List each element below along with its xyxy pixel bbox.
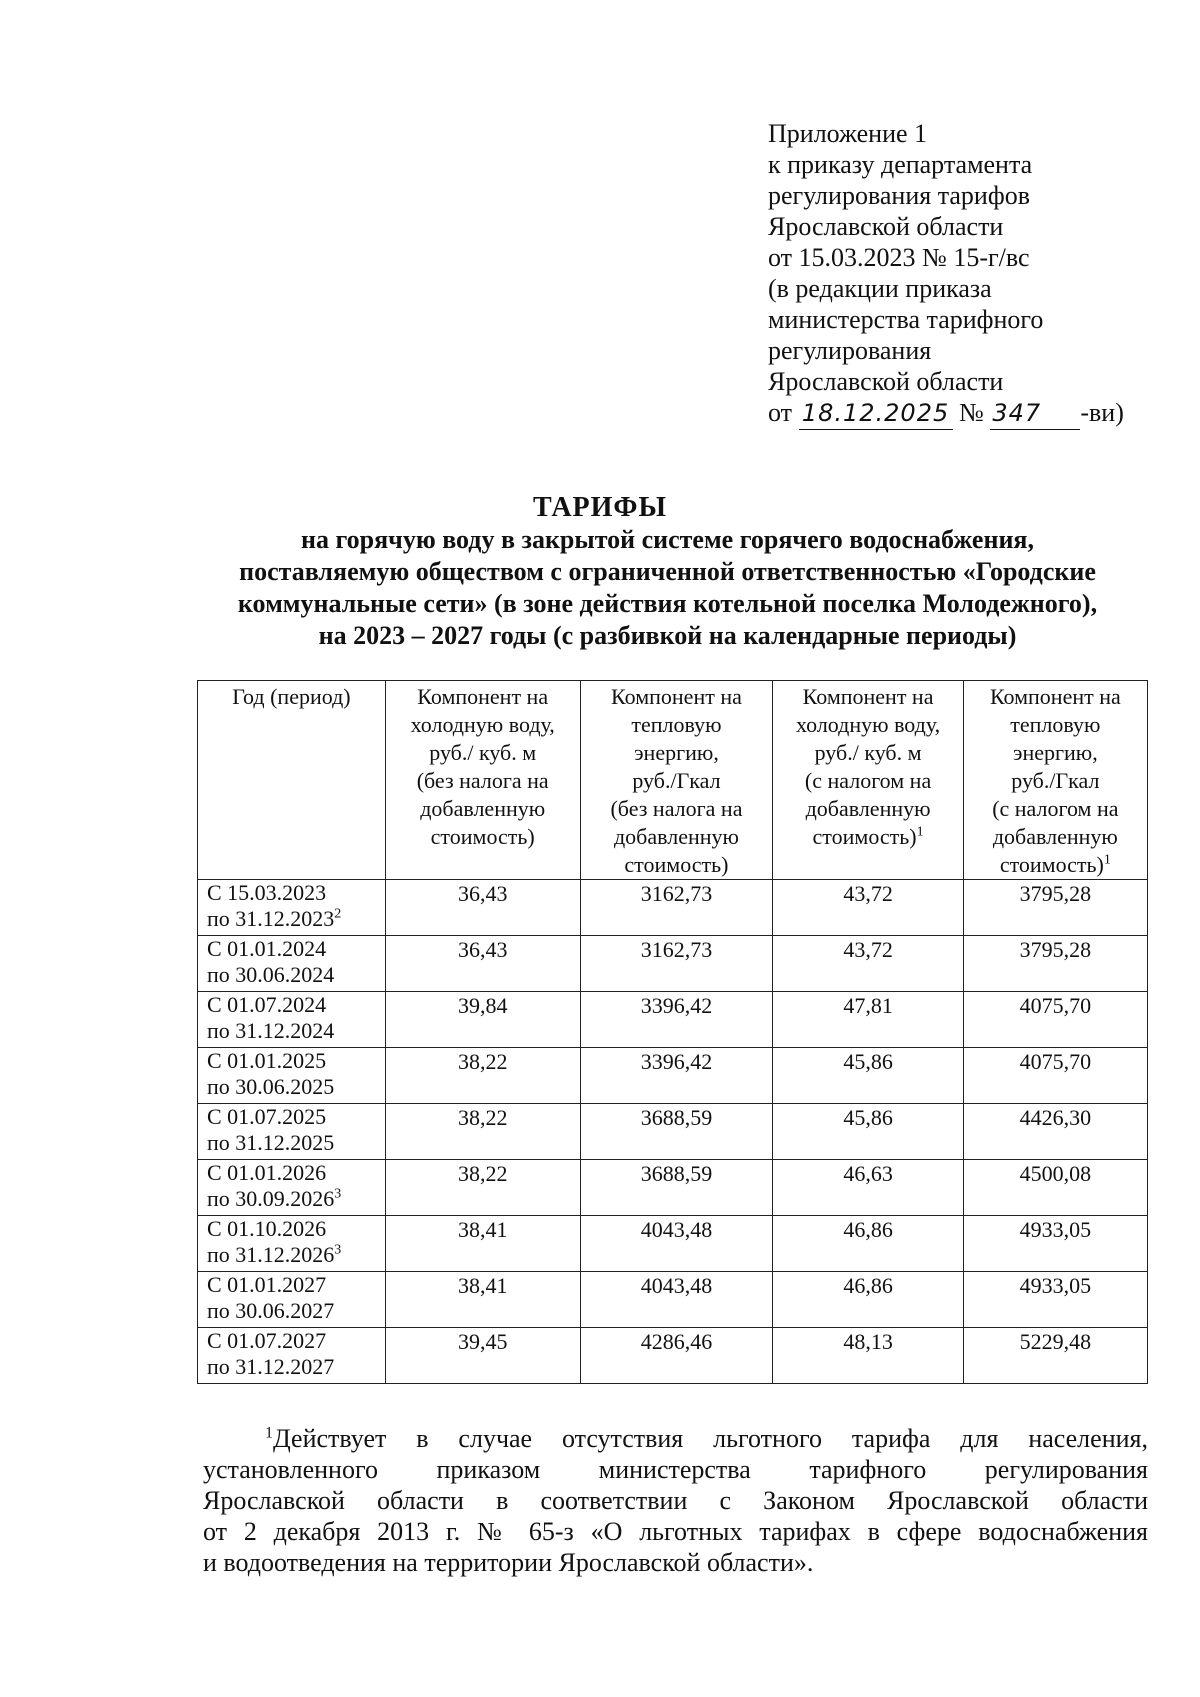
period-from: С 01.07.2024 bbox=[207, 992, 327, 1017]
period-cell bbox=[198, 1048, 386, 1104]
column-header-line: Год (период) bbox=[232, 684, 351, 709]
column-header bbox=[385, 681, 580, 880]
table-row bbox=[198, 1048, 1148, 1104]
footnote-ref: 3 bbox=[334, 1242, 342, 1258]
period-cell bbox=[198, 1328, 386, 1384]
column-header-line: руб./Гкал bbox=[632, 768, 721, 793]
value-cell-cold-vat: 47,81 bbox=[773, 992, 963, 1048]
value-cell-heat-vat: 5229,48 bbox=[963, 1328, 1147, 1384]
column-header-line: энергию, bbox=[1013, 740, 1098, 765]
footnote-ref: 1 bbox=[916, 824, 924, 840]
value-cell-heat-vat: 3795,28 bbox=[963, 936, 1147, 992]
annex-from-prefix: от bbox=[768, 398, 793, 427]
handwritten-number: 347 bbox=[990, 398, 1080, 430]
period-cell bbox=[198, 1272, 386, 1328]
footnote-line: $^1$Действует в случае отсутствия льготного тарифа для населения, bbox=[265, 1424, 1148, 1453]
column-header-line: холодную воду, bbox=[795, 712, 941, 737]
period-from: С 01.01.2024 bbox=[207, 936, 327, 961]
value-cell-heat: 3688,59 bbox=[580, 1104, 773, 1160]
value-cell-heat-vat: 4075,70 bbox=[963, 1048, 1147, 1104]
column-header-line: Компонент на bbox=[417, 684, 549, 709]
table-row bbox=[198, 1328, 1148, 1384]
document-title: ТАРИФЫ bbox=[533, 492, 667, 523]
value-cell-heat-vat: 4500,08 bbox=[963, 1160, 1147, 1216]
value-cell-cold-vat: 45,86 bbox=[773, 1048, 963, 1104]
footnote-ref: 2 bbox=[334, 906, 342, 922]
period-from: С 15.03.2023 bbox=[207, 880, 327, 905]
value-cell-heat-vat: 3795,28 bbox=[963, 880, 1147, 936]
column-header-line: энергию, bbox=[634, 740, 719, 765]
column-header-line: Компонент на bbox=[989, 684, 1121, 709]
annex-line: Ярославской области bbox=[768, 212, 1004, 241]
column-header-line: добавленную bbox=[613, 824, 739, 849]
subtitle-line: коммунальные сети» (в зоне действия котельной поселка Молодежного), bbox=[237, 589, 1098, 618]
value-cell-cold: 38,22 bbox=[385, 1104, 580, 1160]
table-header-row bbox=[198, 681, 1148, 880]
annex-line: регулирования тарифов bbox=[768, 181, 1030, 210]
period-to: по 31.12.2025 bbox=[207, 1130, 335, 1155]
value-cell-cold: 36,43 bbox=[385, 880, 580, 936]
footnote bbox=[203, 1423, 1148, 1578]
period-cell bbox=[198, 1216, 386, 1272]
subtitle-line: поставляемую обществом с ограниченной ответственностью «Городские bbox=[239, 557, 1096, 586]
value-cell-heat: 3162,73 bbox=[580, 880, 773, 936]
column-header-line: руб./Гкал bbox=[1011, 768, 1100, 793]
column-header-line: (без налога на bbox=[610, 796, 743, 821]
subtitle-line: на 2023 – 2027 годы (с разбивкой на календарные периоды) bbox=[318, 621, 1017, 650]
period-cell bbox=[198, 1160, 386, 1216]
footnote-ref: 1 bbox=[1103, 852, 1111, 868]
column-header bbox=[773, 681, 963, 880]
table-row bbox=[198, 992, 1148, 1048]
value-cell-heat-vat: 4933,05 bbox=[963, 1216, 1147, 1272]
annex-line: (в редакции приказа bbox=[768, 274, 992, 303]
annex-line: Приложение 1 bbox=[768, 119, 928, 148]
subtitle-line: на горячую воду в закрытой системе горячего водоснабжения, bbox=[301, 525, 1034, 554]
period-to: по 31.12.2027 bbox=[207, 1354, 335, 1379]
value-cell-cold: 39,84 bbox=[385, 992, 580, 1048]
table-body bbox=[198, 880, 1148, 1384]
period-to: по 30.06.2025 bbox=[207, 1074, 335, 1099]
column-header-line: добавленную bbox=[805, 796, 931, 821]
period-cell bbox=[198, 992, 386, 1048]
value-cell-cold-vat: 46,63 bbox=[773, 1160, 963, 1216]
annex-amendment-line bbox=[768, 397, 1168, 430]
period-from: С 01.01.2025 bbox=[207, 1048, 327, 1073]
column-header-line: (с налогом на bbox=[804, 768, 932, 793]
period-to: по 30.06.2024 bbox=[207, 962, 335, 987]
column-header-line: (без налога на bbox=[416, 768, 549, 793]
value-cell-heat: 4043,48 bbox=[580, 1216, 773, 1272]
annex-line: от 15.03.2023 № 15-г/вс bbox=[768, 243, 1030, 272]
value-cell-cold: 39,45 bbox=[385, 1328, 580, 1384]
value-cell-cold-vat: 48,13 bbox=[773, 1328, 963, 1384]
document-subtitle bbox=[180, 524, 1155, 652]
footnote-line: установленного приказом министерства тарифного регулирования bbox=[203, 1455, 1148, 1484]
value-cell-cold: 36,43 bbox=[385, 936, 580, 992]
value-cell-heat-vat: 4075,70 bbox=[963, 992, 1147, 1048]
annex-block bbox=[768, 118, 1168, 430]
period-to: по 30.06.2027 bbox=[207, 1298, 335, 1323]
value-cell-heat: 3396,42 bbox=[580, 992, 773, 1048]
period-cell bbox=[198, 880, 386, 936]
footnote-line: от 2 декабря 2013 г. № 65-з «О льготных тарифах в сфере водоснабжения bbox=[203, 1517, 1148, 1546]
value-cell-heat-vat: 4426,30 bbox=[963, 1104, 1147, 1160]
handwritten-date: 18.12.2025 bbox=[799, 398, 953, 430]
column-header-line: (с налогом на bbox=[992, 796, 1119, 821]
annex-line: к приказу департамента bbox=[768, 150, 1033, 179]
footnote-line: и водоотведения на территории Ярославской области». bbox=[203, 1548, 814, 1577]
value-cell-heat: 4043,48 bbox=[580, 1272, 773, 1328]
column-header-line: стоимость) bbox=[624, 852, 729, 877]
column-header-line: стоимость)$^1$ bbox=[812, 824, 924, 849]
value-cell-cold-vat: 45,86 bbox=[773, 1104, 963, 1160]
column-header-line: Компонент на bbox=[611, 684, 742, 709]
column-header-line: стоимость) bbox=[430, 824, 535, 849]
column-header-line: тепловую bbox=[631, 712, 722, 737]
footnote-line: Ярославской области в соответствии с Законом Ярославской области bbox=[203, 1486, 1148, 1515]
value-cell-heat: 3688,59 bbox=[580, 1160, 773, 1216]
column-header-line: Компонент на bbox=[802, 684, 934, 709]
value-cell-cold-vat: 43,72 bbox=[773, 880, 963, 936]
annex-line: регулирования bbox=[768, 336, 932, 365]
column-header bbox=[198, 681, 386, 880]
table-row bbox=[198, 880, 1148, 936]
annex-suffix: -ви) bbox=[1080, 398, 1124, 427]
tariff-table bbox=[197, 680, 1148, 1384]
period-to: по 30.09.2026$^3$ bbox=[207, 1186, 342, 1211]
period-from: С 01.01.2026 bbox=[207, 1160, 327, 1185]
column-header-line: руб./ куб. м bbox=[814, 740, 922, 765]
column-header-line: тепловую bbox=[1010, 712, 1101, 737]
period-cell bbox=[198, 1104, 386, 1160]
footnote-mark: 1 bbox=[265, 1424, 273, 1442]
table-row bbox=[198, 1272, 1148, 1328]
column-header-line: добавленную bbox=[420, 796, 546, 821]
period-cell bbox=[198, 936, 386, 992]
value-cell-heat: 4286,46 bbox=[580, 1328, 773, 1384]
value-cell-cold-vat: 43,72 bbox=[773, 936, 963, 992]
column-header-line: стоимость)$^1$ bbox=[999, 852, 1111, 877]
table-row bbox=[198, 1216, 1148, 1272]
column-header-line: руб./ куб. м bbox=[429, 740, 537, 765]
value-cell-cold: 38,22 bbox=[385, 1160, 580, 1216]
value-cell-cold: 38,22 bbox=[385, 1048, 580, 1104]
period-from: С 01.01.2027 bbox=[207, 1272, 327, 1297]
annex-line: министерства тарифного bbox=[768, 305, 1044, 334]
period-to: по 31.12.2024 bbox=[207, 1018, 335, 1043]
value-cell-cold: 38,41 bbox=[385, 1216, 580, 1272]
value-cell-heat: 3162,73 bbox=[580, 936, 773, 992]
footnote-ref: 3 bbox=[334, 1186, 342, 1202]
table-row bbox=[198, 936, 1148, 992]
column-header-line: холодную воду, bbox=[410, 712, 555, 737]
value-cell-cold-vat: 46,86 bbox=[773, 1272, 963, 1328]
number-sign: № bbox=[959, 398, 984, 427]
period-from: С 01.07.2027 bbox=[207, 1328, 327, 1353]
annex-line: Ярославской области bbox=[768, 367, 1004, 396]
value-cell-cold: 38,41 bbox=[385, 1272, 580, 1328]
column-header bbox=[963, 681, 1147, 880]
period-to: по 31.12.2023$^2$ bbox=[207, 906, 342, 931]
period-from: С 01.10.2026 bbox=[207, 1216, 327, 1241]
column-header bbox=[580, 681, 773, 880]
column-header-line: добавленную bbox=[992, 824, 1118, 849]
value-cell-heat-vat: 4933,05 bbox=[963, 1272, 1147, 1328]
period-from: С 01.07.2025 bbox=[207, 1104, 327, 1129]
value-cell-cold-vat: 46,86 bbox=[773, 1216, 963, 1272]
value-cell-heat: 3396,42 bbox=[580, 1048, 773, 1104]
table-row bbox=[198, 1160, 1148, 1216]
table-row bbox=[198, 1104, 1148, 1160]
period-to: по 31.12.2026$^3$ bbox=[207, 1242, 342, 1267]
